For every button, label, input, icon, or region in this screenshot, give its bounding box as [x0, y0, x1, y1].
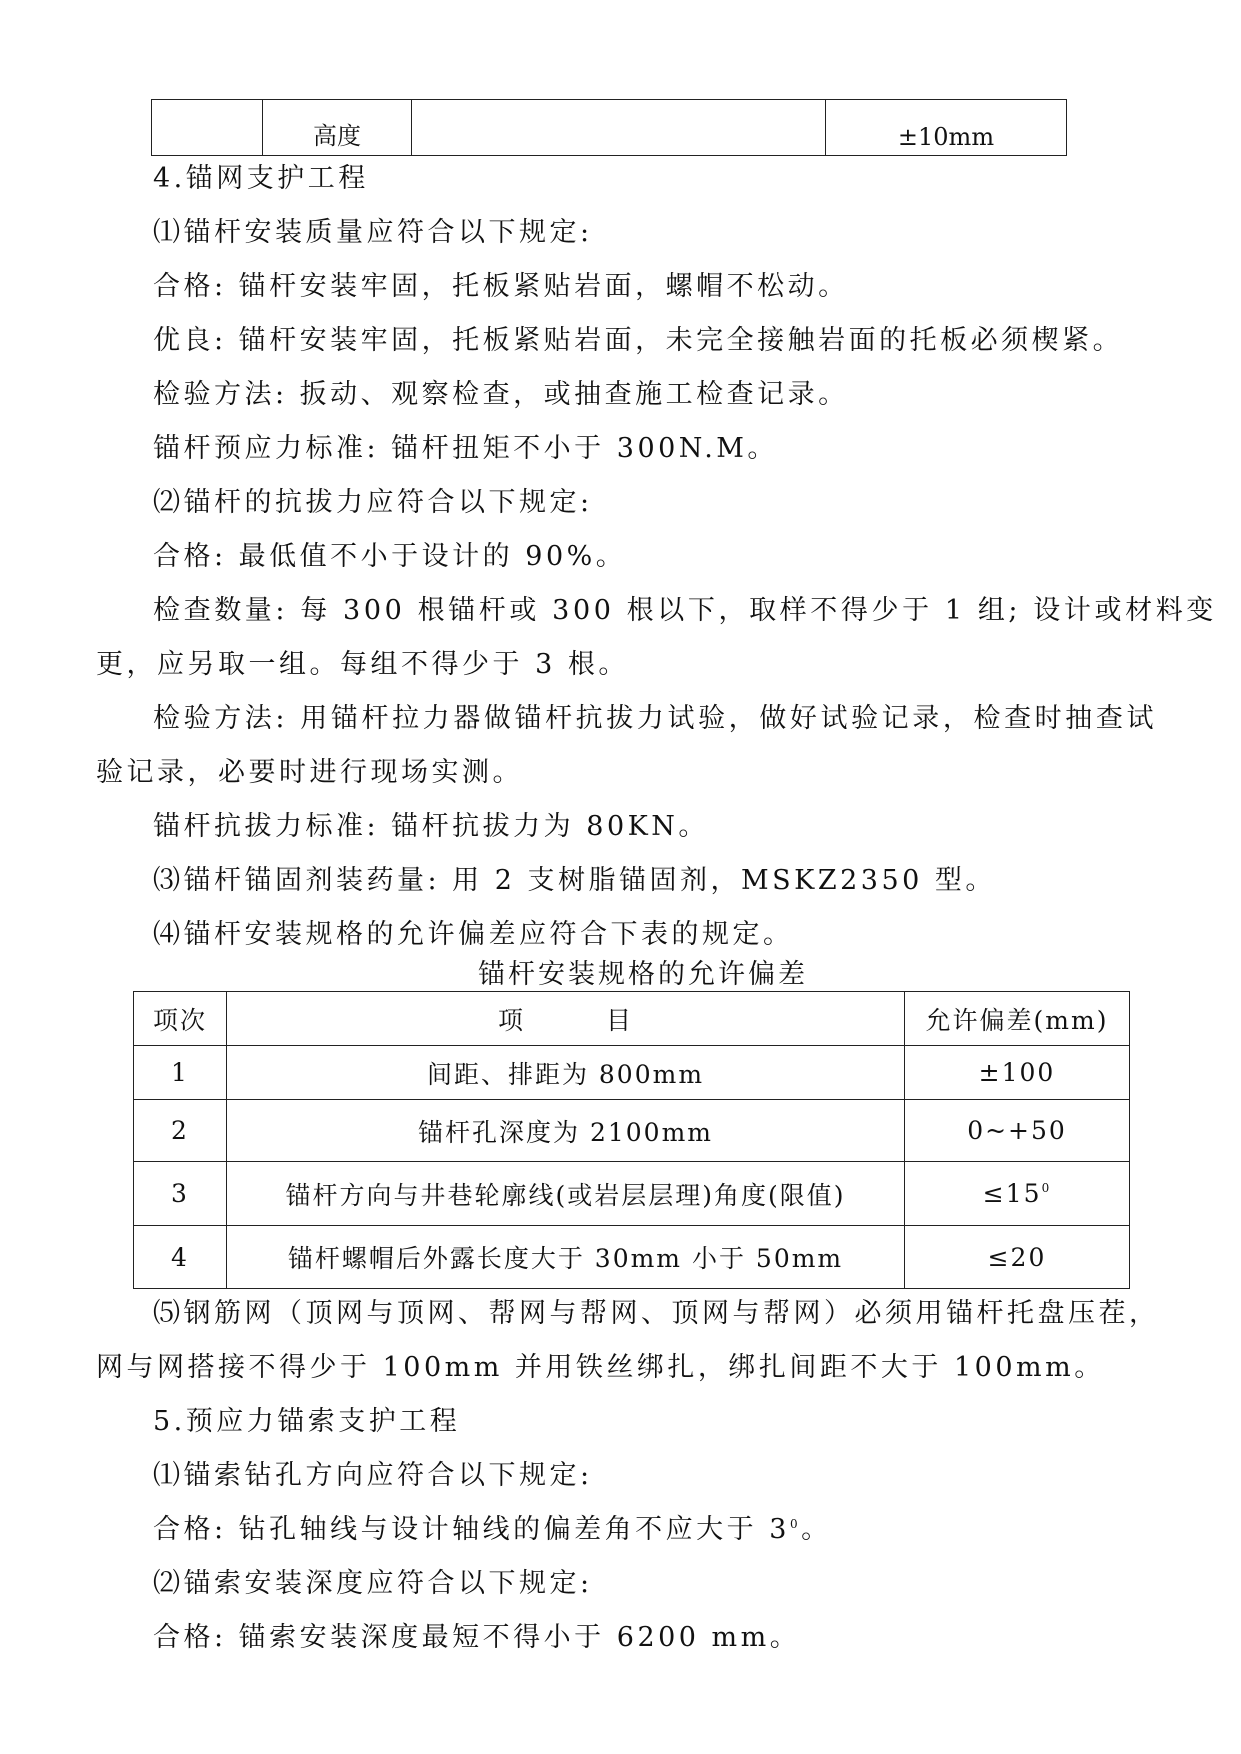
table-cell-tolerance: ±10mm — [826, 100, 1067, 156]
continued-table-fragment — [151, 99, 1067, 156]
table-row — [134, 1226, 1130, 1289]
cell-item: 锚杆螺帽后外露长度大于 30mm 小于 50mm — [227, 1226, 905, 1289]
cell-tolerance: ≤20 — [905, 1226, 1130, 1289]
paragraph: ⑵锚索安装深度应符合以下规定: — [153, 1568, 593, 1599]
cell-item: 锚杆方向与井巷轮廓线(或岩层层理)角度(限值) — [227, 1162, 905, 1226]
section-heading-5: 5.预应力锚索支护工程 — [153, 1406, 461, 1437]
cell-no: 2 — [134, 1100, 227, 1162]
paragraph: ⑸钢筋网（顶网与顶网、帮网与帮网、顶网与帮网）必须用锚杆托盘压茬， — [153, 1298, 1160, 1329]
table-row — [152, 100, 1067, 156]
paragraph: 锚杆抗拔力标准: 锚杆抗拔力为 80KN。 — [153, 811, 709, 842]
table-cell-empty — [152, 100, 263, 156]
cell-tolerance: 0~+50 — [905, 1100, 1130, 1162]
column-header-no: 项次 — [134, 992, 227, 1046]
cell-no: 3 — [134, 1162, 227, 1226]
paragraph: 合格: 最低值不小于设计的 90%。 — [153, 541, 627, 572]
table-row — [134, 1100, 1130, 1162]
cell-tolerance: ±100 — [905, 1046, 1130, 1100]
tolerance-table — [133, 991, 1130, 1289]
table-caption: 锚杆安装规格的允许偏差 — [478, 959, 808, 990]
paragraph: 检验方法: 用锚杆拉力器做锚杆抗拔力试验，做好试验记录，检查时抽查试 — [153, 703, 1158, 734]
cell-item: 锚杆孔深度为 2100mm — [227, 1100, 905, 1162]
paragraph: 锚杆预应力标准: 锚杆扭矩不小于 300N.M。 — [153, 433, 778, 464]
paragraph: ⑶锚杆锚固剂装药量: 用 2 支树脂锚固剂，MSKZ2350 型。 — [153, 865, 996, 896]
cell-item: 间距、排距为 800mm — [227, 1046, 905, 1100]
paragraph: 检验方法: 扳动、观察检查，或抽查施工检查记录。 — [153, 379, 849, 410]
table-row — [134, 1162, 1130, 1226]
table-cell-empty — [412, 100, 826, 156]
cell-no: 4 — [134, 1226, 227, 1289]
tolerance-value: ≤15 — [982, 1179, 1042, 1208]
table-cell-height-label: 高度 — [263, 100, 412, 156]
table-header-row — [134, 992, 1130, 1046]
paragraph: 网与网搭接不得少于 100mm 并用铁丝绑扎，绑扎间距不大于 100mm。 — [96, 1352, 1105, 1383]
column-header-tolerance: 允许偏差(mm) — [905, 992, 1130, 1046]
paragraph: ⑴锚索钻孔方向应符合以下规定: — [153, 1460, 593, 1491]
paragraph — [153, 1516, 832, 1543]
column-header-item: 项 目 — [227, 992, 905, 1046]
paragraph: ⑴锚杆安装质量应符合以下规定: — [153, 217, 593, 248]
paragraph-text: 合格: 钻孔轴线与设计轴线的偏差角不应大于 3 — [153, 1514, 790, 1545]
degree-superscript: 0 — [1041, 1181, 1052, 1195]
paragraph: 合格: 锚杆安装牢固，托板紧贴岩面，螺帽不松动。 — [153, 271, 849, 302]
degree-superscript: 0 — [789, 1517, 802, 1531]
cell-no: 1 — [134, 1046, 227, 1100]
table-row — [134, 1046, 1130, 1100]
paragraph: 更，应另取一组。每组不得少于 3 根。 — [96, 649, 629, 680]
section-heading-4: 4.锚网支护工程 — [153, 163, 369, 194]
paragraph-end: 。 — [801, 1514, 832, 1545]
cell-tolerance — [905, 1162, 1130, 1226]
paragraph: 检查数量: 每 300 根锚杆或 300 根以下，取样不得少于 1 组; 设计或材料变 — [153, 595, 1217, 626]
paragraph: 合格: 锚索安装深度最短不得小于 6200 mm。 — [153, 1622, 801, 1653]
paragraph: ⑷锚杆安装规格的允许偏差应符合下表的规定。 — [153, 919, 794, 950]
paragraph: ⑵锚杆的抗拔力应符合以下规定: — [153, 487, 593, 518]
paragraph: 优良: 锚杆安装牢固，托板紧贴岩面，未完全接触岩面的托板必须楔紧。 — [153, 325, 1124, 356]
paragraph: 验记录，必要时进行现场实测。 — [96, 757, 523, 788]
